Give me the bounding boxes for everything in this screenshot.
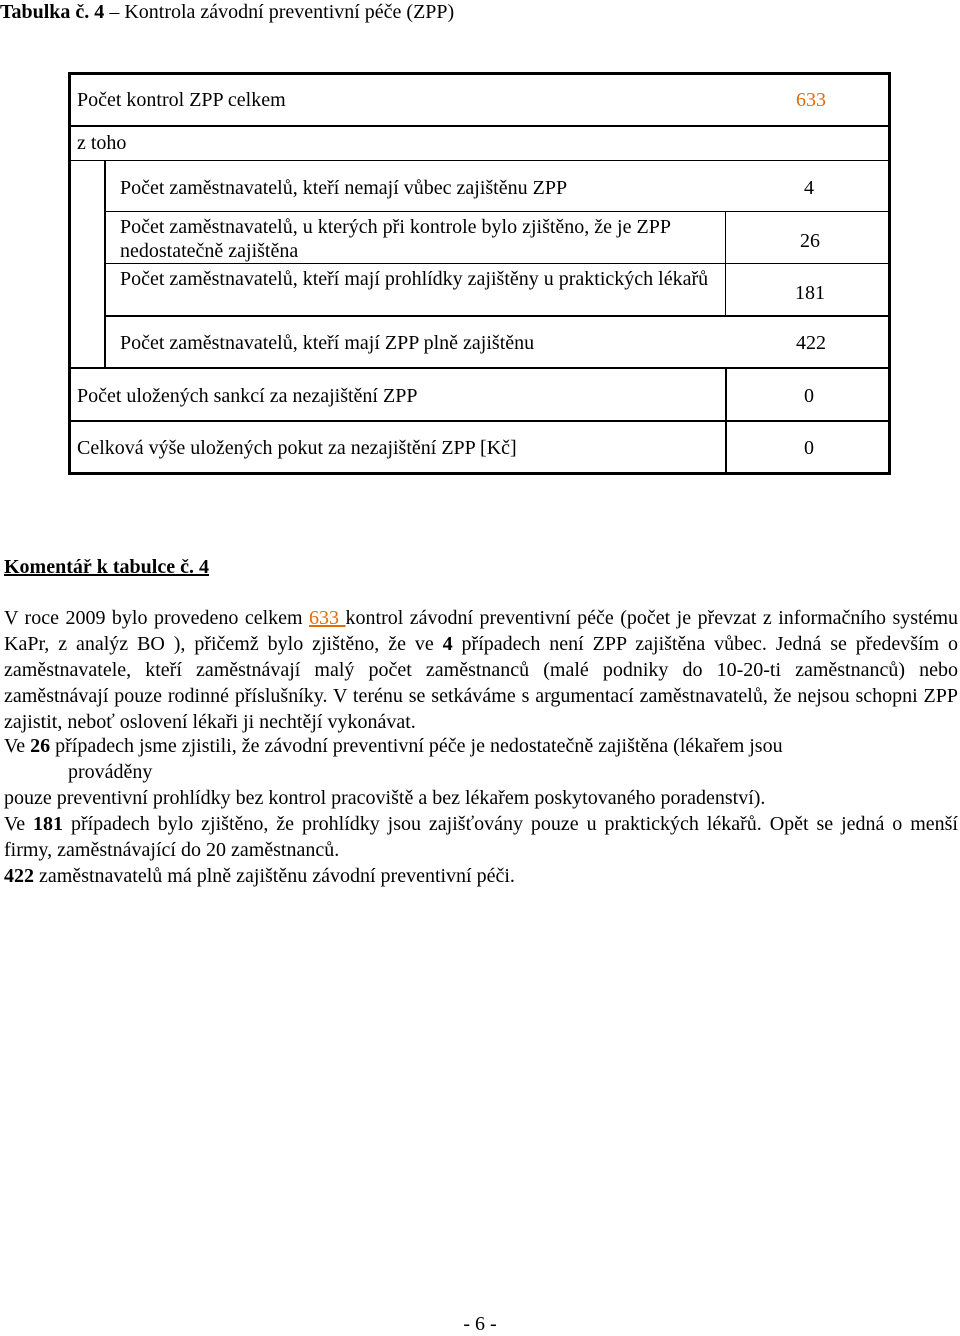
row-divider	[104, 263, 891, 264]
page-number: - 6 -	[463, 1313, 497, 1335]
comment-title: Komentář k tabulce č. 4	[4, 556, 209, 578]
table-caption-title: Kontrola závodní preventivní péče (ZPP)	[124, 1, 455, 23]
row-value: 26	[800, 230, 820, 252]
row-divider	[68, 125, 891, 127]
comment-paragraph-2-continuation: prováděny	[68, 761, 153, 783]
table-border-right	[888, 72, 891, 475]
total-value: 633	[796, 89, 826, 111]
row-divider	[104, 315, 891, 317]
comment-paragraph-5	[4, 863, 958, 889]
text: V roce 2009 bylo provedeno celkem	[4, 607, 310, 629]
row-value: 422	[796, 332, 826, 354]
text: případech není ZPP zajištěna vůbec. Jedná se především o zaměstnavatele, kteří zaměstnávají malý počet zaměstnanců (malé podniky do 10-20-ti zaměstnanců) nebo zaměstnávají pouze rodinné příslušníky. V terénu se setkáváme s argumentací zaměstnavatelů, že nejsou schopni ZPP zajistit, neboť oslovení lékaři ji nechtějí vykonávat.	[4, 633, 958, 733]
value-column-divider	[725, 369, 727, 472]
bold-number: 26	[30, 735, 51, 757]
row-divider	[68, 420, 891, 422]
row-label: Počet zaměstnavatelů, kteří mají prohlídky zajištěny u praktických lékařů	[120, 268, 709, 290]
table-border-left	[68, 72, 71, 475]
row-label: Počet zaměstnavatelů, u kterých při kontrole bylo zjištěno, že je ZPP nedostatečně zajištěna	[120, 216, 671, 262]
table-border-top	[68, 72, 891, 75]
table-caption-prefix: Tabulka č. 4	[0, 1, 105, 23]
table-caption	[0, 0, 454, 24]
bold-number: 4	[442, 633, 453, 655]
row-divider	[68, 160, 891, 161]
fines-label: Celková výše uložených pokut za nezajištění ZPP [Kč]	[77, 437, 517, 459]
table-border-bottom	[68, 472, 891, 475]
text: případech bylo zjištěno, že prohlídky jsou zajišťovány pouze u praktických lékařů. Opět se jedná o menší firmy, zaměstnávající do 20 zaměstnanců.	[4, 813, 958, 861]
text: zaměstnavatelů má plně zajištěnu závodní preventivní péči.	[34, 865, 515, 887]
row-divider	[104, 211, 891, 212]
comment-paragraph-2	[4, 733, 958, 759]
highlighted-number: 633	[309, 607, 346, 629]
zpp-table	[68, 72, 891, 475]
row-value: 181	[795, 282, 825, 304]
bold-number: 181	[33, 813, 64, 835]
table-caption-separator: –	[109, 1, 125, 23]
row-divider	[68, 367, 891, 369]
text: Ve	[4, 813, 34, 835]
of-which-label: z toho	[77, 132, 127, 154]
row-label: Počet zaměstnavatelů, kteří mají ZPP plně zajištěnu	[120, 332, 535, 354]
text: kontrol závodní preventivní péče (počet je převzat z informačního systému KaPr, z analýz BO ), přičemž bylo zjištěno, že ve	[4, 607, 959, 655]
text: případech jsme zjistili, že závodní preventivní péče je nedostatečně zajištěna (lékařem jsou	[50, 735, 783, 757]
text: Ve	[4, 735, 31, 757]
comment-paragraph-4	[4, 811, 958, 863]
bold-number: 422	[4, 865, 34, 887]
row-value: 4	[804, 177, 814, 199]
sanctions-value: 0	[804, 385, 814, 407]
comment-paragraph-1	[4, 605, 958, 735]
comment-paragraph-3: pouze preventivní prohlídky bez kontrol pracoviště a bez lékařem poskytovaného poradenství).	[4, 787, 766, 809]
row-label: Počet zaměstnavatelů, kteří nemají vůbec zajištěnu ZPP	[120, 177, 568, 199]
total-label: Počet kontrol ZPP celkem	[77, 89, 286, 111]
value-column-divider	[725, 211, 726, 317]
fines-value: 0	[804, 437, 814, 459]
sanctions-label: Počet uložených sankcí za nezajištění ZPP	[77, 385, 418, 407]
